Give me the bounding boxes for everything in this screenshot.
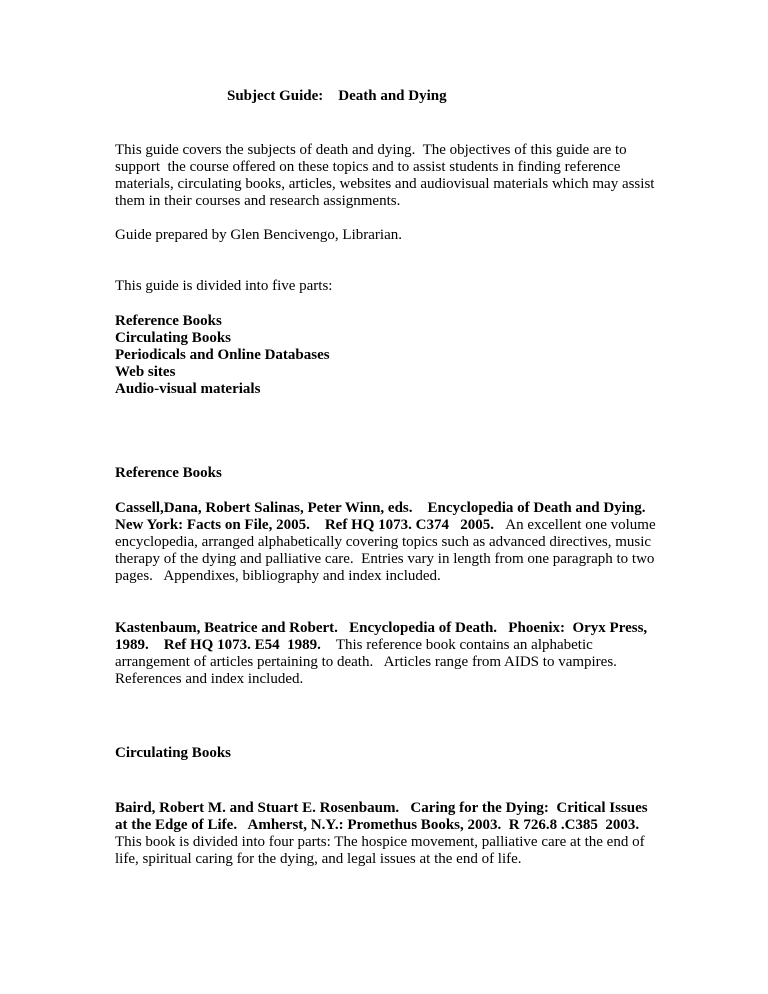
document-title: Subject Guide: Death and Dying — [227, 88, 447, 104]
book-citation: Kastenbaum, Beatrice and Robert. Encyclopedia of Death. Phoenix: Oryx Press, 1989. Ref HQ 1073. E54 1989. — [115, 620, 651, 653]
section-circulating-books — [115, 745, 656, 868]
part-item-web-sites: Web sites — [115, 364, 176, 380]
book-citation: Baird, Robert M. and Stuart E. Rosenbaum. Caring for the Dying: Critical Issues at the Edge of Life. Amherst, N.Y.: Promethus Books, 2003. R 726.8 .C385 2003. — [115, 800, 652, 833]
book-entry-cassell — [115, 500, 660, 585]
book-description: This reference book contains an alphabetic arrangement of articles pertaining to death. Articles range from AIDS to vampires. References and index included. — [115, 637, 625, 687]
section-heading-reference-books: Reference Books — [115, 465, 222, 481]
section-heading-circulating-books: Circulating Books — [115, 745, 231, 761]
intro-paragraph: This guide covers the subjects of death and dying. The objectives of this guide are to support the course offered on these topics and to assist students in finding reference materials, circulating books, articles, websites and audiovisual materials which may assist them in their courses and research assignments. — [115, 142, 659, 209]
book-description: An excellent one volume encyclopedia, arranged alphabetically covering topics such as advanced directives, music therapy of the dying and palliative care. Entries vary in length from one paragraph to two pages. Appendixes, bibliography and index included. — [115, 517, 660, 584]
book-citation: Cassell,Dana, Robert Salinas, Peter Winn, eds. Encyclopedia of Death and Dying. New York: Facts on File, 2005. Ref HQ 1073. C374 2005. — [115, 500, 653, 533]
book-entry-baird — [115, 800, 656, 868]
section-reference-books — [115, 465, 660, 688]
part-item-reference-books: Reference Books — [115, 313, 222, 329]
part-item-periodicals-databases: Periodicals and Online Databases — [115, 347, 330, 363]
book-entry-kastenbaum — [115, 620, 656, 688]
part-item-circulating-books: Circulating Books — [115, 330, 231, 346]
part-item-audio-visual: Audio-visual materials — [115, 381, 261, 397]
parts-intro-line: This guide is divided into five parts: — [115, 278, 333, 294]
book-description: This book is divided into four parts: The hospice movement, palliative care at the end of life, spiritual caring for the dying, and legal issues at the end of life. — [115, 834, 649, 867]
parts-list — [115, 313, 656, 398]
prepared-by-line: Guide prepared by Glen Bencivengo, Librarian. — [115, 227, 402, 243]
